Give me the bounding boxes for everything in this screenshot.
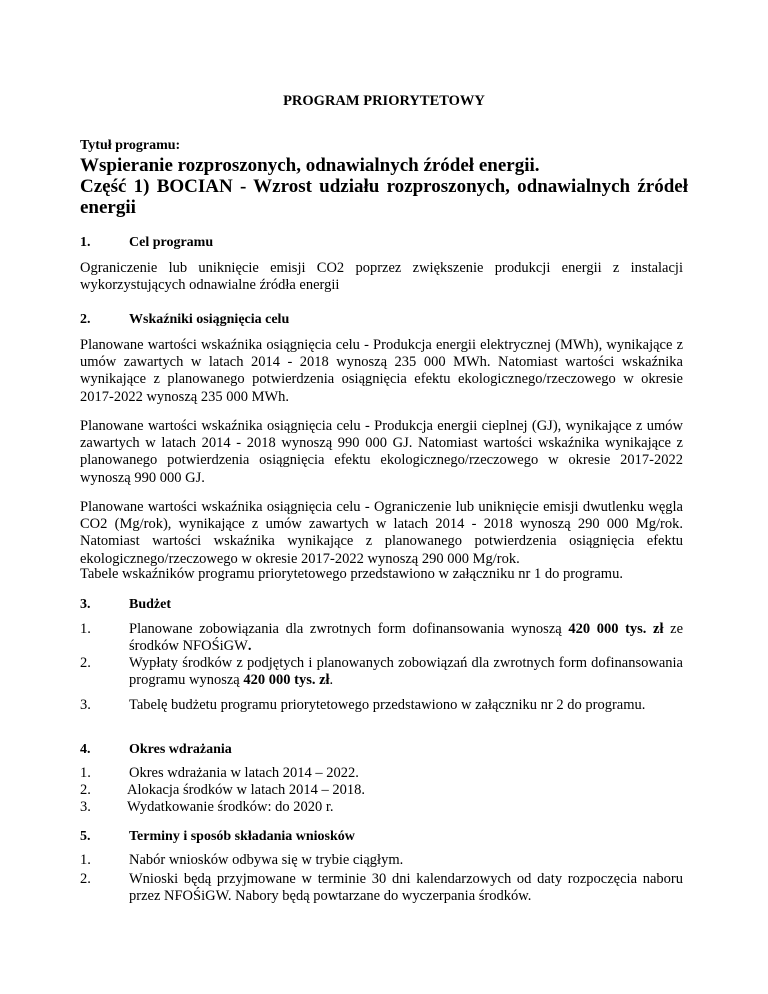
document-title: PROGRAM PRIORYTETOWY	[283, 93, 485, 109]
list-number: 2.	[80, 871, 91, 887]
section-title: Wskaźniki osiągnięcia celu	[129, 312, 290, 327]
section-number: 1.	[80, 235, 91, 250]
program-title-line2: Część 1) BOCIAN - Wzrost udziału rozproszonych, odnawialnych źródeł energii	[80, 176, 688, 218]
list-text: Nabór wniosków odbywa się w trybie ciągłym.	[129, 852, 404, 868]
section-2-paragraph-1: Planowane wartości wskaźnika osiągnięcia celu - Produkcja energii elektrycznej (MWh), wynikające z umów zawartych w latach 2014 - 2018 wynoszą 235 000 MWh. Natomiast wartości wskaźnika wynikające z planowanego potwierdzenia osiągnięcia efektu ekologicznego/rzeczowego w okresie 2017-2022 wynoszą 235 000 MWh.	[80, 337, 683, 405]
section-title: Terminy i sposób składania wniosków	[129, 829, 355, 844]
list-text: Planowane zobowiązania dla zwrotnych form dofinansowania wynoszą 420 000 tys. zł ze środków NFOŚiGW.	[129, 621, 684, 655]
list-text: Wydatkowanie środków: do 2020 r.	[127, 799, 334, 815]
section-number: 5.	[80, 829, 91, 844]
list-number: 3.	[80, 799, 91, 815]
section-title: Cel programu	[129, 235, 214, 250]
section-2-paragraph-3: Planowane wartości wskaźnika osiągnięcia celu - Ograniczenie lub uniknięcie emisji dwutlenku węgla CO2 (Mg/rok), wynikające z umów zawartych w latach 2014 - 2018 wynoszą 290 000 Mg/rok. Natomiast wartości wskaźnika wynikające z planowanego potwierdzenia osiągnięcia efektu ekologicznego/rzeczowego w okresie 2017-2022 wynoszą 290 000 Mg/rok.	[80, 499, 683, 567]
section-2-paragraph-4: Tabele wskaźników programu priorytetowego przedstawiono w załączniku nr 1 do programu.	[80, 566, 623, 582]
list-text: Alokacja środków w latach 2014 – 2018.	[127, 782, 365, 798]
section-1-text: Ograniczenie lub uniknięcie emisji CO2 poprzez zwiększenie produkcji energii z instalacji wykorzystujących odnawialne źródła energii	[80, 260, 683, 294]
list-number: 2.	[80, 782, 91, 798]
section-number: 2.	[80, 312, 91, 327]
list-number: 2.	[80, 655, 91, 671]
list-text: Okres wdrażania w latach 2014 – 2022.	[129, 765, 359, 781]
list-text: Tabelę budżetu programu priorytetowego przedstawiono w załączniku nr 2 do programu.	[129, 697, 646, 713]
list-text: Wypłaty środków z podjętych i planowanych zobowiązań dla zwrotnych form dofinansowania programu wynoszą 420 000 tys. zł.	[129, 655, 683, 689]
list-number: 1.	[80, 765, 91, 781]
program-title-line1: Wspieranie rozproszonych, odnawialnych źródeł energii.	[80, 155, 540, 176]
list-number: 1.	[80, 621, 91, 637]
section-number: 4.	[80, 742, 91, 757]
list-number: 1.	[80, 852, 91, 868]
section-title: Okres wdrażania	[129, 742, 232, 757]
section-title: Budżet	[129, 597, 171, 612]
list-number: 3.	[80, 697, 91, 713]
program-label: Tytuł programu:	[80, 138, 181, 153]
list-text: Wnioski będą przyjmowane w terminie 30 dni kalendarzowych od daty rozpoczęcia naboru przez NFOŚiGW. Nabory będą powtarzane do wyczerpania środków.	[129, 871, 683, 905]
section-number: 3.	[80, 597, 91, 612]
section-2-paragraph-2: Planowane wartości wskaźnika osiągnięcia celu - Produkcja energii cieplnej (GJ), wynikające z umów zawartych w latach 2014 - 2018 wynoszą 990 000 GJ. Natomiast wartości wskaźnika wynikające z planowanego potwierdzenia osiągnięcia efektu ekologicznego/rzeczowego w okresie 2017-2022 wynoszą 990 000 GJ.	[80, 418, 683, 486]
